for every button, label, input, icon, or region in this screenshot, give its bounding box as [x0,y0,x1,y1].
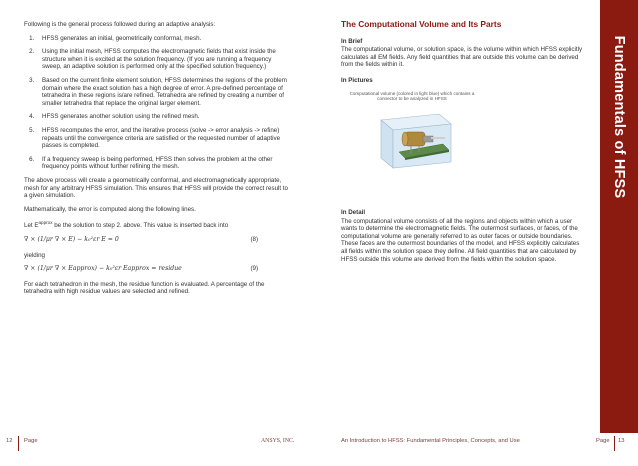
in-brief-text: The computational volume, or solution space, is the volume within which HFSS explicitly calculates all EM fields. Any field quantities that are outside this volume can be derived from the fields within it. [341,46,583,69]
section-heading: The Computational Volume and Its Parts [341,19,502,29]
book-title: An Introduction to HFSS: Fundamental Principles, Concepts, and Use [341,438,520,444]
paragraph-process: The above process will create a geometrically conformal, and electromagnetically appropriate, mesh for any arbitrary HFSS simulation. This ensures that HFSS will provide the correct result to a given simulation. [24,176,288,200]
adaptive-steps-list [24,35,292,171]
equation-8-row [24,236,292,244]
paragraph-math: Mathematically, the error is computed along the following lines. [24,205,196,213]
in-brief-title: In Brief [341,37,363,45]
step-item: 6. If a frequency sweep is being performed, HFSS then solves the problem at the other frequency points without further refining the mesh. [36,156,292,171]
computational-volume-illustration [347,102,477,174]
intro-text: Following is the general process followed during an adaptive analysis: [24,21,216,28]
left-page-label: Page [24,438,38,444]
paragraph-let [24,219,292,230]
figure-caption: Computational volume (colored in light blue) which contains a connector to be analyzed in HFSS [349,90,475,102]
in-detail-title: In Detail [341,209,366,216]
in-pictures-title: In Pictures [341,76,373,84]
right-column [341,21,586,173]
page-footer [0,436,638,450]
left-column [24,21,292,302]
equation-9-row [24,265,292,273]
let-suffix: be the solution to step 2. above. This value is inserted back into [52,222,229,230]
in-detail-section [341,209,586,263]
let-prefix: Let E [24,222,39,230]
equation-9-number: (9) [250,265,258,273]
step-item: 3. Based on the current finite element solution, HFSS determines the regions of the problem domain where the exact solution has a high degree of error. A pre-defined percentage of tetrahedra in these regions is/are refined. Tetrahedra are refined by creating a number of smaller tetrahedra that replace the original larger element. [36,77,292,107]
step-item: 1. HFSS generates an initial, geometrically conformal, mesh. [36,35,292,43]
yielding-text: yielding [24,251,45,259]
approx-superscript: approx [38,220,53,226]
connector-figure [347,91,477,173]
equation-9: ∇ × (1/μr ∇ × Eapprox) − k₀²εr Eapprox = residue [24,265,182,273]
in-detail-text: The computational volume consists of all the regions and objects within which a user wants to determine the electromagnetic fields. The outermost surfaces, or faces, of the computational volume are generally referred to as outer faces or outside boundaries. These faces are the outermost boundaries of the model, and HFSS explicitly calculates all fields within the solution space they define. All field quantities that are calculated by HFSS outside this volume are derived from the fields within the solution space. [341,217,580,263]
equation-8-number: (8) [250,235,258,243]
step-item: 5. HFSS recomputes the error, and the iterative process (solve -> error analysis -> refine) repeats until the convergence criteria are satisfied or the requested number of adaptive passes is completed. [36,127,292,150]
right-page-label: Page [596,438,610,444]
right-page-number: 13 [618,438,625,444]
chapter-banner-title: Fundamentals of HFSS [611,35,627,199]
footer-divider [18,436,19,451]
chapter-banner [600,0,638,433]
publisher-name: ANSYS, INC. [261,438,295,444]
step-item: 2. Using the initial mesh, HFSS computes the electromagnetic fields that exist inside the structure when it is excited at the solution frequency. (If you are running a frequency sweep, an adaptive solution is performed only at the specified solution frequency.) [36,48,292,71]
left-page-number: 12 [6,438,13,444]
paragraph-residue: For each tetrahedron in the mesh, the residue function is evaluated. A percentage of the tetrahedra with high residue values are selected and refined. [24,280,265,296]
step-item: 4. HFSS generates another solution using the refined mesh. [36,113,292,121]
footer-divider [614,436,615,451]
equation-8: ∇ × (1/μr ∇ × E) − k₀²εr E = 0 [24,235,119,243]
